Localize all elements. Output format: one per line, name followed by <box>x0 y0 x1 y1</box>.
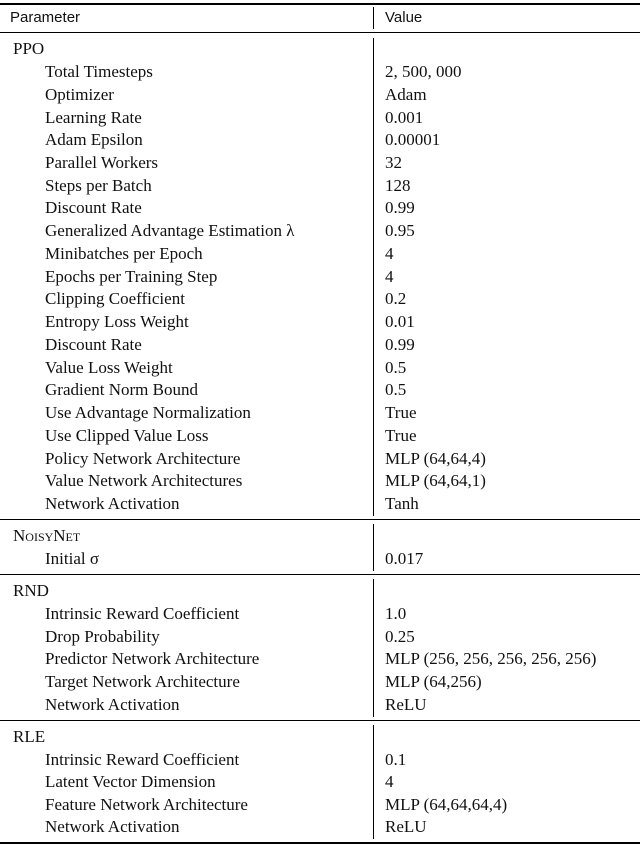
value-network-activation-rnd: ReLU <box>385 695 427 714</box>
column-separator-rle <box>373 725 374 839</box>
param-parallel-workers: Parallel Workers <box>45 153 159 172</box>
param-policy-network-architecture: Policy Network Architecture <box>45 449 241 468</box>
param-initial-sigma: Initial σ <box>45 549 100 568</box>
param-target-network-architecture: Target Network Architecture <box>45 672 240 691</box>
value-latent-vector-dimension: 4 <box>385 772 394 791</box>
param-drop-probability: Drop Probability <box>45 627 160 646</box>
value-total-timesteps: 2, 500, 000 <box>385 62 462 81</box>
header-rule <box>0 32 640 33</box>
param-total-timesteps: Total Timesteps <box>45 62 153 81</box>
param-optimizer: Optimizer <box>45 85 114 104</box>
value-parallel-workers: 32 <box>385 153 402 172</box>
param-value-loss-weight: Value Loss Weight <box>45 358 173 377</box>
param-discount-rate: Discount Rate <box>45 198 142 217</box>
column-separator-header <box>373 7 374 29</box>
header-parameter: Parameter <box>10 9 81 26</box>
param-discount-rate-2: Discount Rate <box>45 335 142 354</box>
param-feature-network-architecture: Feature Network Architecture <box>45 795 248 814</box>
param-use-clipped-value-loss: Use Clipped Value Loss <box>45 426 209 445</box>
param-use-advantage-normalization: Use Advantage Normalization <box>45 403 251 422</box>
top-rule <box>0 3 640 5</box>
param-network-activation-ppo: Network Activation <box>45 494 180 513</box>
param-minibatches-per-epoch: Minibatches per Epoch <box>45 244 203 263</box>
value-feature-network-architecture: MLP (64,64,64,4) <box>385 795 508 814</box>
param-epochs-per-training-step: Epochs per Training Step <box>45 267 218 286</box>
value-gradient-norm-bound: 0.5 <box>385 380 407 399</box>
bottom-rule <box>0 842 640 844</box>
value-steps-per-batch: 128 <box>385 176 411 195</box>
section-title-rle: RLE <box>13 727 46 746</box>
param-network-activation-rnd: Network Activation <box>45 695 180 714</box>
section-divider-noisynet-rnd <box>0 574 640 575</box>
param-latent-vector-dimension: Latent Vector Dimension <box>45 772 216 791</box>
value-target-network-architecture: MLP (64,256) <box>385 672 482 691</box>
section-title-noisynet: NoisyNet <box>13 526 81 545</box>
section-divider-ppo-noisynet <box>0 519 640 520</box>
value-learning-rate: 0.001 <box>385 108 424 127</box>
section-title-rnd: RND <box>13 581 49 600</box>
param-entropy-loss-weight: Entropy Loss Weight <box>45 312 189 331</box>
param-adam-epsilon: Adam Epsilon <box>45 130 143 149</box>
param-steps-per-batch: Steps per Batch <box>45 176 152 195</box>
value-clipping-coefficient: 0.2 <box>385 289 407 308</box>
value-adam-epsilon: 0.00001 <box>385 130 441 149</box>
value-intrinsic-reward-coefficient-rle: 0.1 <box>385 750 407 769</box>
value-drop-probability: 0.25 <box>385 627 415 646</box>
value-policy-network-architecture: MLP (64,64,4) <box>385 449 486 468</box>
section-title-ppo: PPO <box>13 39 45 58</box>
value-minibatches-per-epoch: 4 <box>385 244 394 263</box>
value-use-clipped-value-loss: True <box>385 426 417 445</box>
value-network-activation-ppo: Tanh <box>385 494 419 513</box>
value-gae-lambda: 0.95 <box>385 221 415 240</box>
value-optimizer: Adam <box>385 85 427 104</box>
value-intrinsic-reward-coefficient-rnd: 1.0 <box>385 604 407 623</box>
param-predictor-network-architecture: Predictor Network Architecture <box>45 649 260 668</box>
value-predictor-network-architecture: MLP (256, 256, 256, 256, 256) <box>385 649 597 668</box>
param-clipping-coefficient: Clipping Coefficient <box>45 289 185 308</box>
param-gradient-norm-bound: Gradient Norm Bound <box>45 380 198 399</box>
value-network-activation-rle: ReLU <box>385 817 427 836</box>
param-intrinsic-reward-coefficient-rnd: Intrinsic Reward Coefficient <box>45 604 240 623</box>
param-learning-rate: Learning Rate <box>45 108 142 127</box>
value-value-loss-weight: 0.5 <box>385 358 407 377</box>
value-value-network-architectures: MLP (64,64,1) <box>385 471 486 490</box>
header-value: Value <box>385 9 423 26</box>
value-discount-rate: 0.99 <box>385 198 415 217</box>
value-entropy-loss-weight: 0.01 <box>385 312 415 331</box>
column-separator-rnd <box>373 579 374 717</box>
param-value-network-architectures: Value Network Architectures <box>45 471 243 490</box>
param-intrinsic-reward-coefficient-rle: Intrinsic Reward Coefficient <box>45 750 240 769</box>
column-separator-ppo <box>373 38 374 516</box>
value-epochs-per-training-step: 4 <box>385 267 394 286</box>
section-divider-rnd-rle <box>0 720 640 721</box>
value-discount-rate-2: 0.99 <box>385 335 415 354</box>
column-separator-noisynet <box>373 524 374 571</box>
value-use-advantage-normalization: True <box>385 403 417 422</box>
param-gae-lambda: Generalized Advantage Estimation λ <box>45 221 295 240</box>
param-network-activation-rle: Network Activation <box>45 817 180 836</box>
value-initial-sigma: 0.017 <box>385 549 424 568</box>
